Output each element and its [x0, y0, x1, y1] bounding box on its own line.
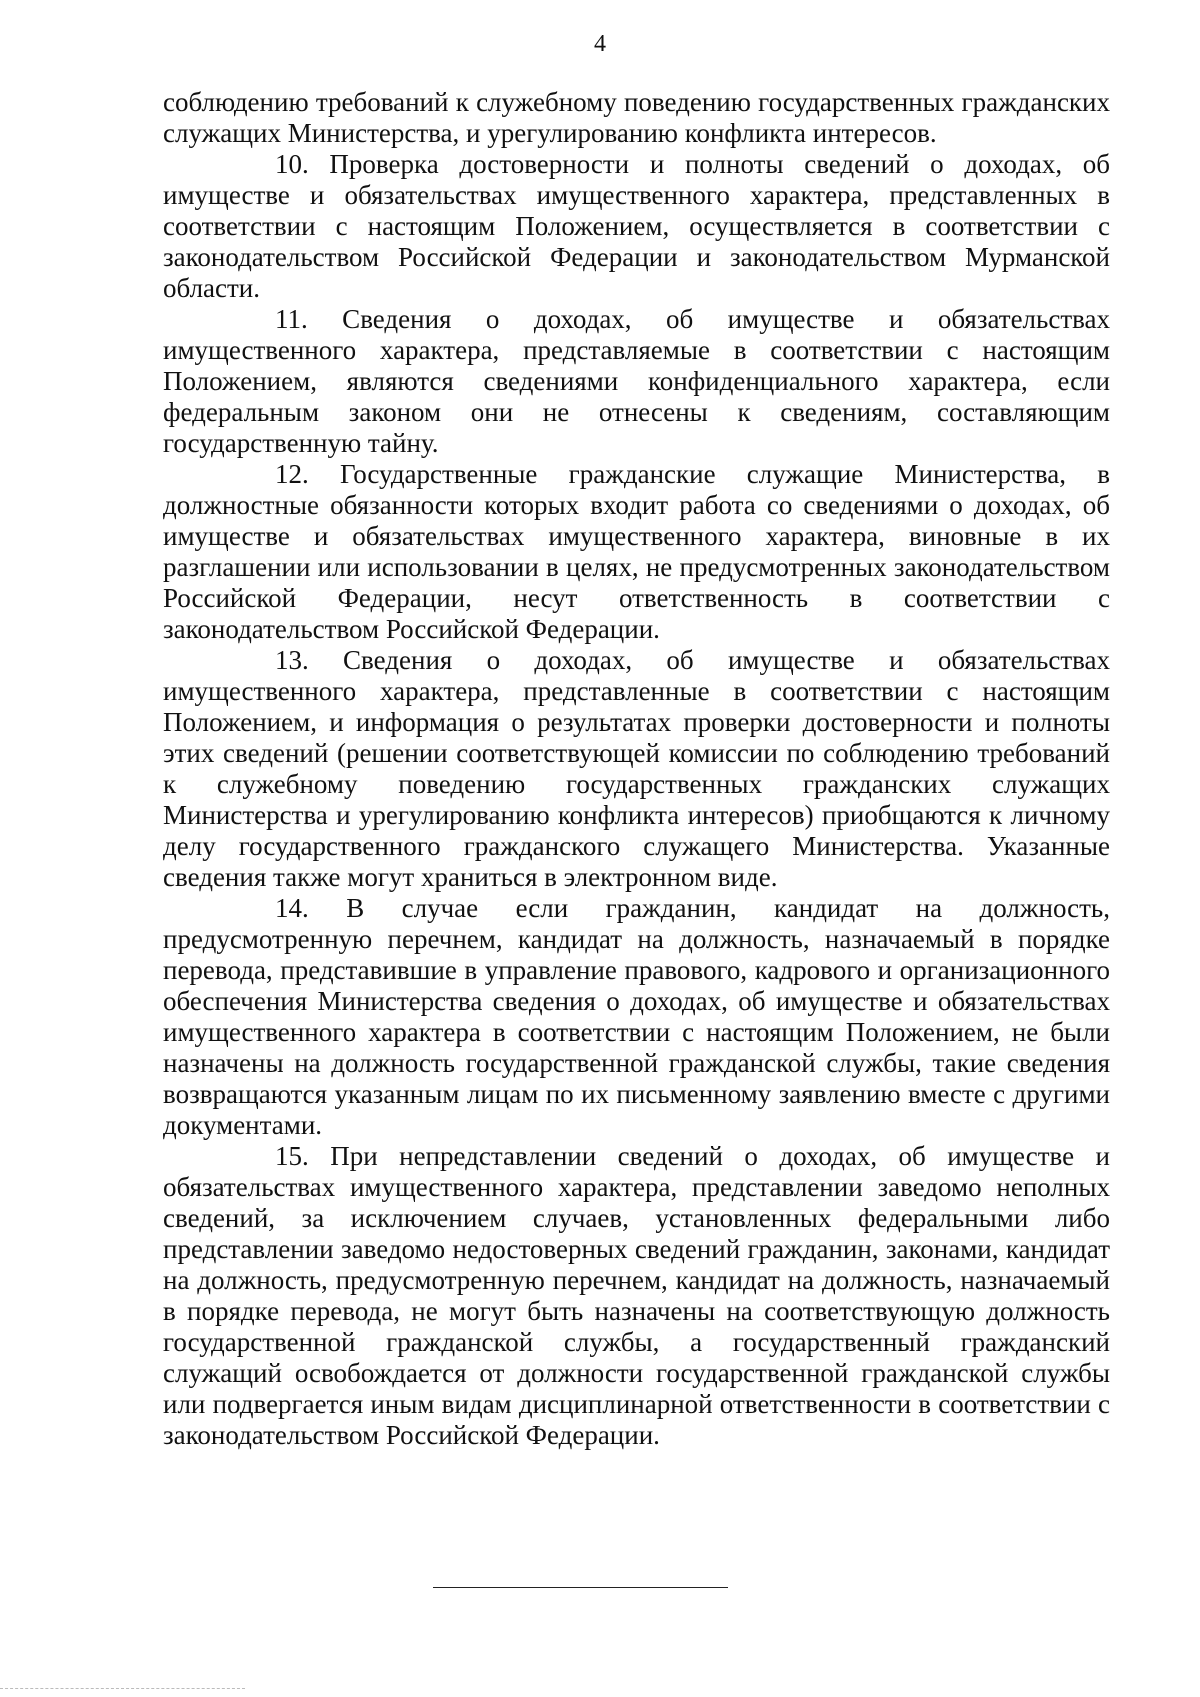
paragraph-12: 12. Государственные гражданские служащие Министерства, в должностные обязанности которых входит работа со сведениями о доходах, об имуществе и обязательствах имущественного характера, виновные в их разглашении или использовании в целях, не предусмотренных законодательством Российской Федерации, несут ответственность в соответствии с законодательством Российской Федерации.	[163, 459, 1110, 644]
paragraph-14: 14. В случае если гражданин, кандидат на должность, предусмотренную перечнем, кандидат на должность, назначаемый в порядке перевода, представившие в управление правового, кадрового и организационного обеспечения Министерства сведения о доходах, об имуществе и обязательствах имущественного характера в соответствии с настоящим Положением, не были назначены на должность государственной гражданской службы, такие сведения возвращаются указанным лицам по их письменному заявлению вместе с другими документами.	[163, 893, 1110, 1140]
end-of-document-rule	[433, 1587, 728, 1588]
paragraph-13: 13. Сведения о доходах, об имуществе и обязательствах имущественного характера, представленные в соответствии с настоящим Положением, и информация о результатах проверки достоверности и полноты этих сведений (решении соответствующей комиссии по соблюдению требований к служебному поведению государственных гражданских служащих Министерства и урегулированию конфликта интересов) приобщаются к личному делу государственного гражданского служащего Министерства. Указанные сведения также могут храниться в электронном виде.	[163, 645, 1110, 892]
scan-edge-artifact	[0, 1688, 245, 1689]
document-body	[163, 87, 1110, 1451]
paragraph-15: 15. При непредставлении сведений о доходах, об имуществе и обязательствах имущественного характера, представлении заведомо неполных сведений, за исключением случаев, установленных федеральными либо представлении заведомо недостоверных сведений гражданин, законами, кандидат на должность, предусмотренную перечнем, кандидат на должность, назначаемый в порядке перевода, не могут быть назначены на соответствующую должность государственной гражданской службы, а государственный гражданский служащий освобождается от должности государственной гражданской службы или подвергается иным видам дисциплинарной ответственности в соответствии с законодательством Российской Федерации.	[163, 1141, 1110, 1450]
paragraph-continuation: соблюдению требований к служебному поведению государственных гражданских служащих Министерства, и урегулированию конфликта интересов.	[163, 87, 1110, 148]
paragraph-11: 11. Сведения о доходах, об имуществе и обязательствах имущественного характера, представляемые в соответствии с настоящим Положением, являются сведениями конфиденциального характера, если федеральным законом они не отнесены к сведениям, составляющим государственную тайну.	[163, 304, 1110, 458]
page-number: 4	[594, 31, 606, 57]
paragraph-10: 10. Проверка достоверности и полноты сведений о доходах, об имуществе и обязательствах имущественного характера, представленных в соответствии с настоящим Положением, осуществляется в соответствии с законодательством Российской Федерации и законодательством Мурманской области.	[163, 149, 1110, 303]
